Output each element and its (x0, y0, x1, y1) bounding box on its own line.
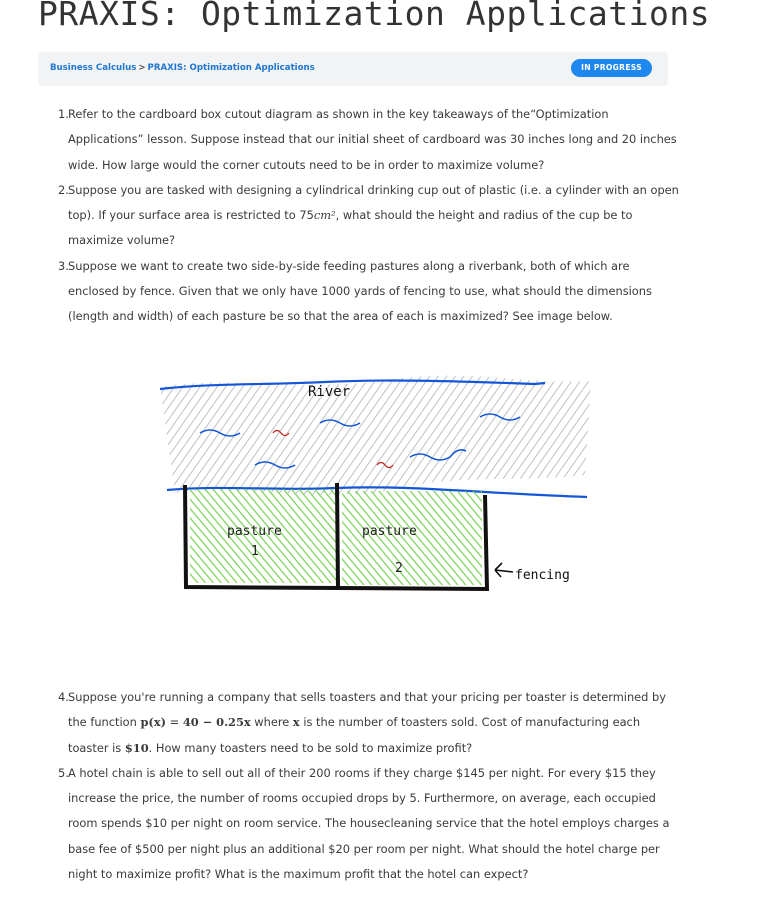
question-text: where (250, 715, 293, 730)
question-item (42, 102, 682, 178)
question-number: 1 . (58, 102, 69, 127)
pasture-diagram-svg (155, 365, 595, 625)
question-list-part-2 (42, 685, 682, 887)
breadcrumb-current[interactable]: PRAXIS: Optimization Applications (147, 63, 315, 73)
question-number: 5 . (58, 761, 69, 786)
question-item (42, 685, 682, 761)
question-text-cont: , what should the height and radius of the cup be to maximize volume? (68, 208, 633, 248)
fencing-arrow-icon (495, 563, 513, 577)
math-function: p(x) (140, 715, 167, 730)
question-text: Refer to the cardboard box cutout diagram as shown in the key takeaways of the“Optimization Applications” lesson. Suppose instead that our initial sheet of cardboard was 30 inches long and 20 inches wide. How large would the corner cutouts need to be in order to maximize volume? (68, 107, 677, 172)
breadcrumb-course-link[interactable]: Business Calculus (50, 63, 137, 73)
question-text: Suppose you're running a company that sells toasters and that your pricing per toaster is determined by the function (68, 690, 667, 730)
math-expression: 40 − 0.25x (182, 715, 251, 730)
breadcrumb (50, 63, 315, 73)
question-number: 2 . (58, 178, 69, 203)
question-text: Suppose we want to create two side-by-side feeding pastures along a riverbank, both of which are enclosed by fence. Given that we only have 1000 yards of fencing to use, what should the dimensions (length and width) of each pasture be so that the area of each is maximized? See image below. (68, 258, 652, 324)
question-item (42, 254, 682, 330)
question-number: 3 . (58, 254, 69, 279)
pasture-diagram (155, 365, 595, 625)
math-variable: x (292, 715, 300, 730)
breadcrumb-bar (38, 52, 668, 86)
breadcrumb-separator: > (138, 63, 146, 73)
question-text: . How many toasters need to be sold to maximize profit? (148, 740, 473, 755)
question-text: is the number of toasters sold. Cost of manufacturing each toaster is (68, 715, 641, 755)
pasture-1-number: 1 (251, 544, 259, 559)
question-text: A hotel chain is able to sell out all of their 200 rooms if they charge $145 per night. For every $15 they increase the price, the number of rooms occupied drops by 5. Furthermore, on average, each occupied room spends $10 per night on room service. The housecleaning service that the hotel employs charges a base fee of $500 per night plus an additional $20 per room per night. What should the hotel charge per night to maximize profit? What is the maximum profit that the hotel can expect? (68, 765, 670, 882)
math-cost: $10 (124, 740, 149, 755)
fence-divider (337, 483, 338, 589)
math-unit: cm² (313, 208, 336, 223)
question-list-part-1 (42, 102, 682, 330)
pasture-1-label: pasture (227, 524, 282, 539)
page-title: PRAXIS: Optimization Applications (38, 0, 711, 33)
fencing-label: fencing (515, 568, 570, 583)
pasture-2-label: pasture (362, 524, 417, 539)
status-badge: IN PROGRESS (571, 59, 652, 77)
pasture-2-number: 2 (395, 561, 403, 576)
math-equals: = (166, 715, 183, 730)
question-item (42, 178, 682, 254)
river-label: River (308, 384, 351, 400)
question-item (42, 761, 682, 887)
question-number: 4 . (58, 685, 69, 710)
question-text: Suppose you are tasked with designing a cylindrical drinking cup out of plastic (i.e. a cylinder with an open top). If your surface area is restricted to 75 (68, 182, 679, 223)
